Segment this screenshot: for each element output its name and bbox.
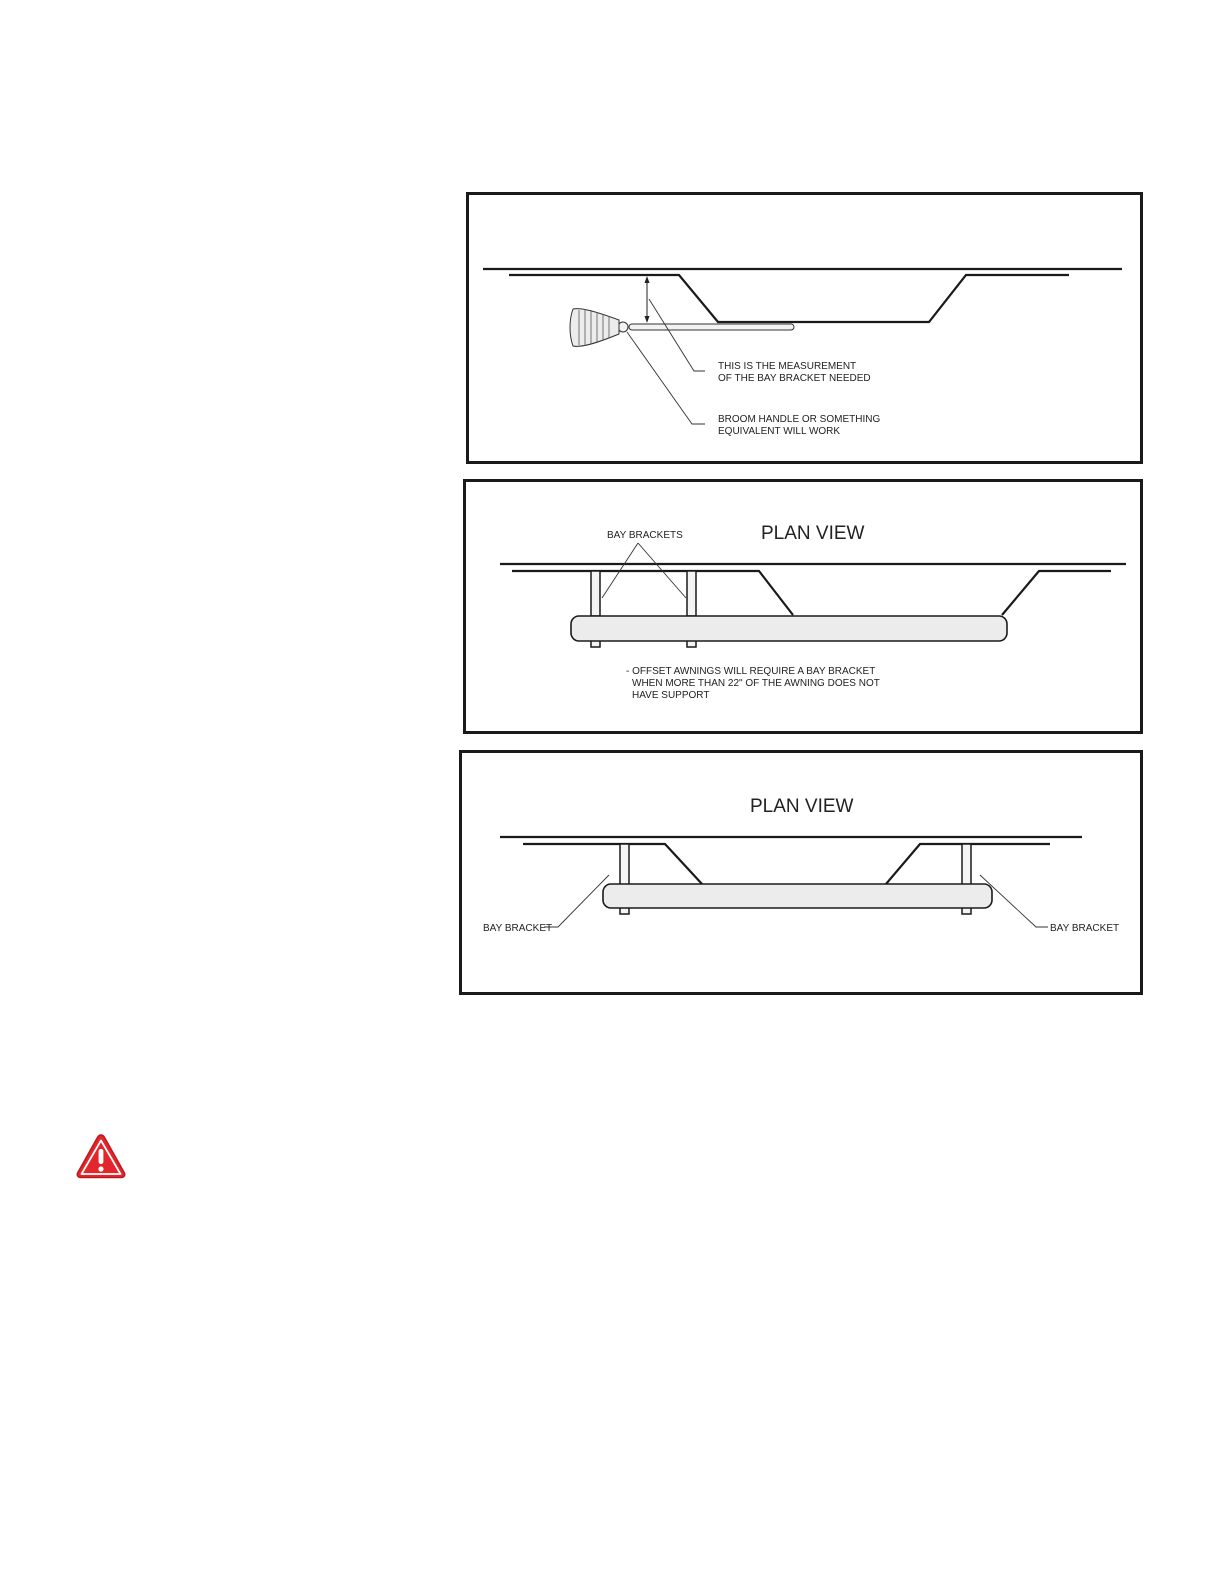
awning-roller xyxy=(571,616,1007,641)
bay-bracket-label-left: BAY BRACKET xyxy=(483,923,553,934)
offset-awning-diagram xyxy=(466,482,1140,731)
note-broom-line1: BROOM HANDLE OR SOMETHING xyxy=(718,414,881,425)
offset-note-line3: HAVE SUPPORT xyxy=(632,690,710,701)
bay-brackets-label: BAY BRACKETS xyxy=(607,530,683,541)
centered-awning-diagram xyxy=(462,753,1140,992)
arrow-down-icon xyxy=(645,316,650,323)
plan-view-title: PLAN VIEW xyxy=(761,523,865,544)
bay-bracket-right xyxy=(962,844,971,885)
figure-measurement xyxy=(466,192,1143,464)
note-broom-line2: EQUIVALENT WILL WORK xyxy=(718,426,841,437)
leader-line-left xyxy=(544,875,609,927)
measurement-diagram xyxy=(469,195,1140,461)
bay-window-outline-left xyxy=(523,844,702,884)
figure-centered-awning-plan xyxy=(459,750,1143,995)
bay-window-outline-left xyxy=(512,571,793,615)
plan-view-title: PLAN VIEW xyxy=(750,796,854,817)
bay-bracket-left xyxy=(591,571,600,616)
note-measurement-line1: THIS IS THE MEASUREMENT xyxy=(718,361,857,372)
arrow-up-icon xyxy=(645,276,650,283)
figure-offset-awning-plan xyxy=(463,479,1143,734)
bay-bracket-left xyxy=(620,844,629,885)
broom-handle xyxy=(629,324,794,330)
note-measurement-line2: OF THE BAY BRACKET NEEDED xyxy=(718,373,871,384)
warning-triangle-icon xyxy=(75,1132,127,1180)
leader-line-broom xyxy=(627,332,705,424)
bay-window-outline-right xyxy=(1002,571,1111,615)
bay-bracket-label-right: BAY BRACKET xyxy=(1050,923,1120,934)
offset-note-line1: - OFFSET AWNINGS WILL REQUIRE A BAY BRACKET xyxy=(626,666,876,677)
broom-icon xyxy=(570,309,619,347)
offset-note-line2: WHEN MORE THAN 22" OF THE AWNING DOES NOT xyxy=(632,678,880,689)
bay-bracket-right xyxy=(687,571,696,616)
awning-roller xyxy=(603,884,992,908)
leader-line-measurement xyxy=(649,299,705,371)
